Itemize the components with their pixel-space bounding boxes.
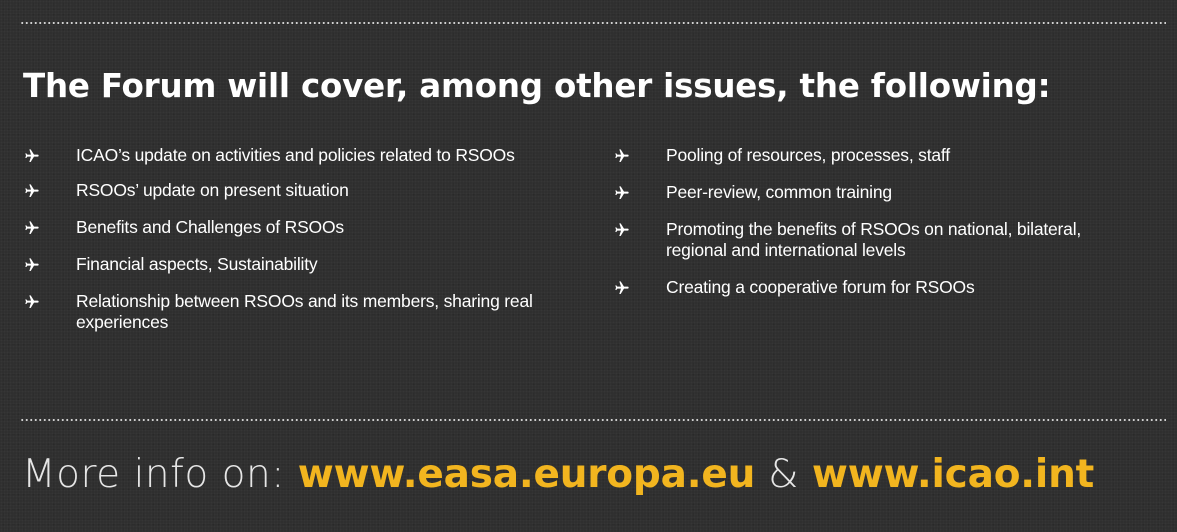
easa-link[interactable]: www.easa.europa.eu	[297, 452, 756, 497]
more-info-footer	[22, 452, 1095, 497]
airplane-icon	[24, 220, 40, 236]
airplane-icon	[614, 222, 630, 238]
more-info-label: More info on:	[22, 452, 298, 497]
list-item-text: Promoting the benefits of RSOOs on national, bilateral, regional and international levels	[666, 219, 1082, 260]
list-item	[614, 219, 1134, 261]
section-heading: The Forum will cover, among other issues, the following:	[23, 67, 1051, 105]
airplane-icon	[614, 185, 630, 201]
list-item	[24, 254, 544, 275]
list-item-text: RSOOs’ update on present situation	[76, 180, 349, 200]
airplane-icon	[24, 148, 40, 164]
airplane-icon	[614, 280, 630, 296]
list-item-text: Relationship between RSOOs and its members, sharing real experiences	[76, 291, 533, 332]
top-dotted-divider	[20, 22, 1166, 24]
airplane-icon	[24, 294, 40, 310]
airplane-icon	[614, 148, 630, 164]
list-item	[24, 180, 544, 201]
list-item-text: ICAO’s update on activities and policies related to RSOOs	[76, 145, 515, 165]
list-item	[24, 291, 544, 333]
icao-link[interactable]: www.icao.int	[811, 452, 1095, 497]
list-item	[24, 217, 544, 238]
topics-list-right	[614, 145, 1134, 314]
ampersand-separator: &	[755, 452, 812, 497]
list-item	[614, 145, 1134, 166]
airplane-icon	[24, 183, 40, 199]
list-item	[614, 182, 1134, 203]
airplane-icon	[24, 257, 40, 273]
list-item-text: Financial aspects, Sustainability	[76, 254, 318, 274]
list-item-text: Benefits and Challenges of RSOOs	[76, 217, 344, 237]
list-item-text: Peer-review, common training	[666, 182, 892, 202]
list-item-text: Creating a cooperative forum for RSOOs	[666, 277, 975, 297]
bottom-dotted-divider	[20, 419, 1166, 421]
list-item	[614, 277, 1134, 298]
topics-list-left	[24, 145, 544, 347]
list-item-text: Pooling of resources, processes, staff	[666, 145, 950, 165]
list-item	[24, 145, 544, 166]
